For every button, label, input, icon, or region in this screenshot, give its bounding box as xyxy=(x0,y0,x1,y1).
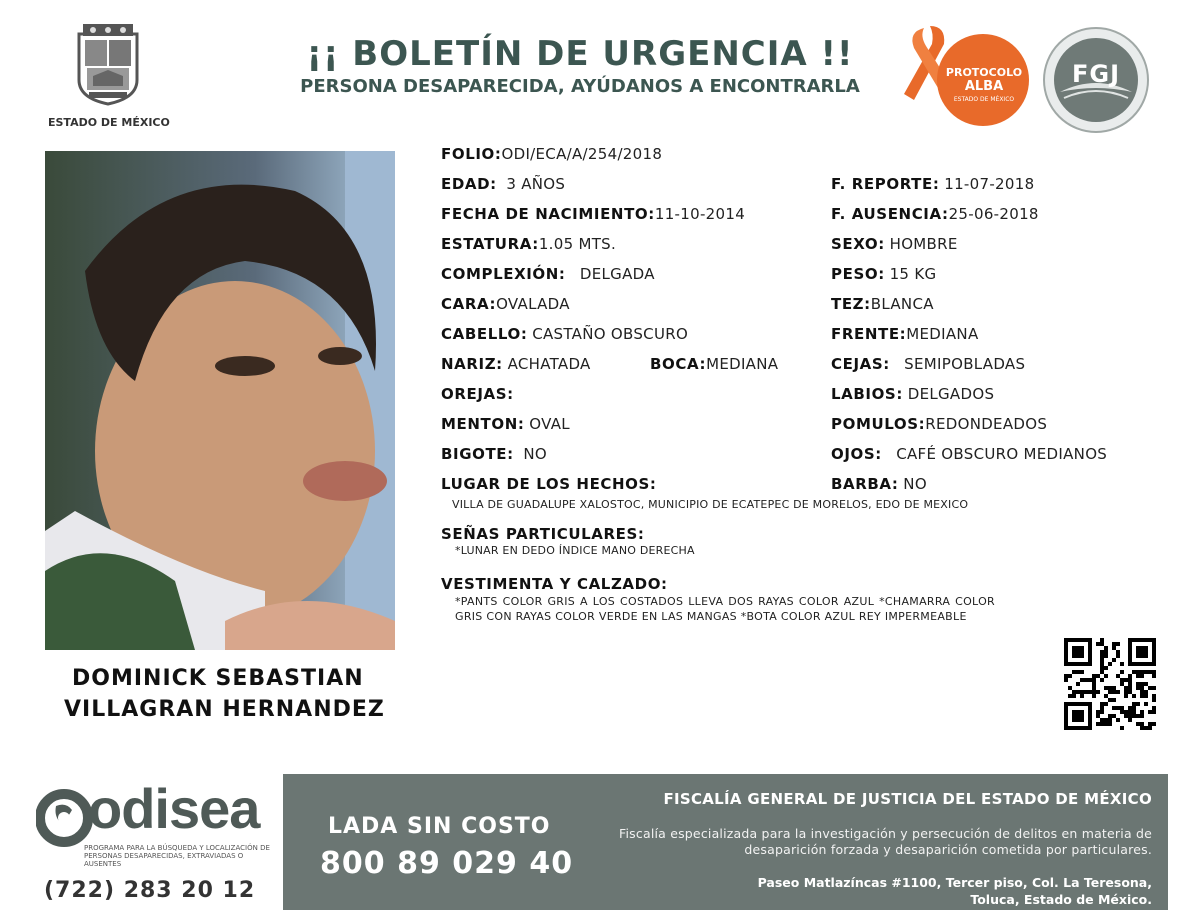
field-vestimenta xyxy=(441,575,668,593)
alba-line1: PROTOCOLO xyxy=(945,66,1023,79)
cabello-value: CASTAÑO OBSCURO xyxy=(532,325,689,343)
field-complexion xyxy=(441,265,655,283)
field-peso xyxy=(831,265,936,283)
estatura-value: 1.05 MTS. xyxy=(538,235,617,253)
lugar-value: VILLA DE GUADALUPE XALOSTOC, MUNICIPIO DE ECATEPEC DE MORELOS, EDO DE MEXICO xyxy=(452,498,969,511)
field-bigote xyxy=(441,445,547,463)
vestimenta-value: *PANTS COLOR GRIS A LOS COSTADOS LLEVA DOS RAYAS COLOR AZUL *CHAMARRA COLOR GRIS CON RAYAS COLOR VERDE EN LAS MANGAS *BOTA COLOR AZUL REY IMPERMEABLE xyxy=(455,595,995,623)
state-label: ESTADO DE MÉXICO xyxy=(48,116,170,129)
folio-value: ODI/ECA/A/254/2018 xyxy=(501,145,663,163)
fiscalia-address xyxy=(640,874,1152,908)
menton-value: OVAL xyxy=(529,415,570,433)
field-nariz xyxy=(441,355,591,373)
field-pomulos xyxy=(831,415,1047,433)
folio-label: FOLIO: xyxy=(441,145,502,163)
f-ausencia-value: 25-06-2018 xyxy=(948,205,1039,223)
sexo-label: SEXO: xyxy=(831,235,885,253)
edad-label: EDAD: xyxy=(441,175,497,193)
field-cabello xyxy=(441,325,688,343)
vestimenta-label: VESTIMENTA Y CALZADO: xyxy=(441,575,668,593)
person-name xyxy=(40,666,460,722)
fecha-nacimiento-value: 11-10-2014 xyxy=(654,205,746,223)
person-name-line2: VILLAGRAN HERNANDEZ xyxy=(64,697,385,722)
sexo-value: HOMBRE xyxy=(889,235,958,253)
f-reporte-label: F. REPORTE: xyxy=(831,175,940,193)
field-menton xyxy=(441,415,570,433)
field-sexo xyxy=(831,235,958,253)
qr-code[interactable] xyxy=(1064,638,1156,730)
field-fecha-nacimiento xyxy=(441,205,745,223)
peso-label: PESO: xyxy=(831,265,885,283)
field-labios xyxy=(831,385,994,403)
missing-person-photo xyxy=(45,151,395,650)
odisea-phone: (722) 283 20 12 xyxy=(44,878,256,903)
cara-value: OVALADA xyxy=(496,295,570,313)
field-ojos xyxy=(831,445,1107,463)
qr-code-icon xyxy=(1064,638,1156,730)
alba-logo xyxy=(900,22,1030,132)
field-cejas xyxy=(831,355,1025,373)
lugar-label: LUGAR DE LOS HECHOS: xyxy=(441,475,657,493)
fgj-text: FGJ xyxy=(1071,60,1121,88)
edad-value: 3 AÑOS xyxy=(506,175,566,193)
cabello-label: CABELLO: xyxy=(441,325,528,343)
f-reporte-value: 11-07-2018 xyxy=(944,175,1035,193)
bulletin-title: ¡¡ BOLETÍN DE URGENCIA !! xyxy=(306,34,854,74)
cara-label: CARA: xyxy=(441,295,497,313)
person-name-line1: DOMINICK SEBASTIAN xyxy=(72,666,364,691)
peso-value: 15 KG xyxy=(889,265,937,283)
frente-value: MEDIANA xyxy=(906,325,979,343)
field-cara xyxy=(441,295,570,313)
lada-number: 800 89 029 40 xyxy=(320,846,574,881)
field-frente xyxy=(831,325,979,343)
orejas-label: OREJAS: xyxy=(441,385,514,403)
ojos-value: CAFÉ OBSCURO MEDIANOS xyxy=(896,445,1108,463)
field-estatura xyxy=(441,235,616,253)
field-edad xyxy=(441,175,565,193)
tez-value: BLANCA xyxy=(870,295,934,313)
f-ausencia-label: F. AUSENCIA: xyxy=(831,205,949,223)
fecha-nacimiento-label: FECHA DE NACIMIENTO: xyxy=(441,205,655,223)
field-folio xyxy=(441,145,662,163)
state-seal xyxy=(48,20,168,129)
complexion-label: COMPLEXIÓN: xyxy=(441,265,566,283)
cejas-value: SEMIPOBLADAS xyxy=(904,355,1026,373)
field-tez xyxy=(831,295,934,313)
field-senas xyxy=(441,525,645,543)
tez-label: TEZ: xyxy=(831,295,871,313)
cejas-label: CEJAS: xyxy=(831,355,890,373)
estatura-label: ESTATURA: xyxy=(441,235,539,253)
field-boca xyxy=(650,355,778,373)
field-lugar xyxy=(441,475,657,493)
pomulos-value: REDONDEADOS xyxy=(925,415,1048,433)
boca-label: BOCA: xyxy=(650,355,707,373)
alba-line3: ESTADO DE MÉXICO xyxy=(953,96,1015,103)
field-f-ausencia xyxy=(831,205,1039,223)
bulletin-subtitle: PERSONA DESAPARECIDA, AYÚDANOS A ENCONTRARLA xyxy=(300,76,860,97)
field-barba xyxy=(831,475,927,493)
nariz-label: NARIZ: xyxy=(441,355,503,373)
address-line2: Toluca, Estado de México. xyxy=(970,892,1152,907)
complexion-value: DELGADA xyxy=(579,265,655,283)
address-line1: Paseo Matlazíncas #1100, Tercer piso, Col. La Teresona, xyxy=(757,875,1152,890)
odisea-wordmark: odisea xyxy=(88,777,260,840)
barba-value: NO xyxy=(903,475,927,493)
lada-label: LADA SIN COSTO xyxy=(328,814,551,839)
senas-label: SEÑAS PARTICULARES: xyxy=(441,525,645,543)
boca-value: MEDIANA xyxy=(706,355,779,373)
nariz-value: ACHATADA xyxy=(507,355,591,373)
bigote-label: BIGOTE: xyxy=(441,445,514,463)
state-seal-icon xyxy=(73,20,143,106)
frente-label: FRENTE: xyxy=(831,325,907,343)
field-orejas xyxy=(441,385,514,403)
fgj-logo xyxy=(1042,26,1150,134)
senas-value: *LUNAR EN DEDO ÍNDICE MANO DERECHA xyxy=(455,544,695,557)
menton-label: MENTON: xyxy=(441,415,525,433)
fiscalia-title: FISCALÍA GENERAL DE JUSTICIA DEL ESTADO DE MÉXICO xyxy=(663,790,1152,808)
ojos-label: OJOS: xyxy=(831,445,882,463)
labios-value: DELGADOS xyxy=(907,385,995,403)
labios-label: LABIOS: xyxy=(831,385,903,403)
pomulos-label: POMULOS: xyxy=(831,415,926,433)
alba-line2: ALBA xyxy=(964,79,1004,94)
bigote-value: NO xyxy=(523,445,547,463)
field-f-reporte xyxy=(831,175,1034,193)
barba-label: BARBA: xyxy=(831,475,899,493)
odisea-description: PROGRAMA PARA LA BÚSQUEDA Y LOCALIZACIÓN DE PERSONAS DESAPARECIDAS, EXTRAVIADAS O AUSENTES xyxy=(84,844,270,868)
fiscalia-description: Fiscalía especializada para la investigación y persecución de delitos en materia de desaparición forzada y desaparición cometida por particulares. xyxy=(619,826,1152,857)
